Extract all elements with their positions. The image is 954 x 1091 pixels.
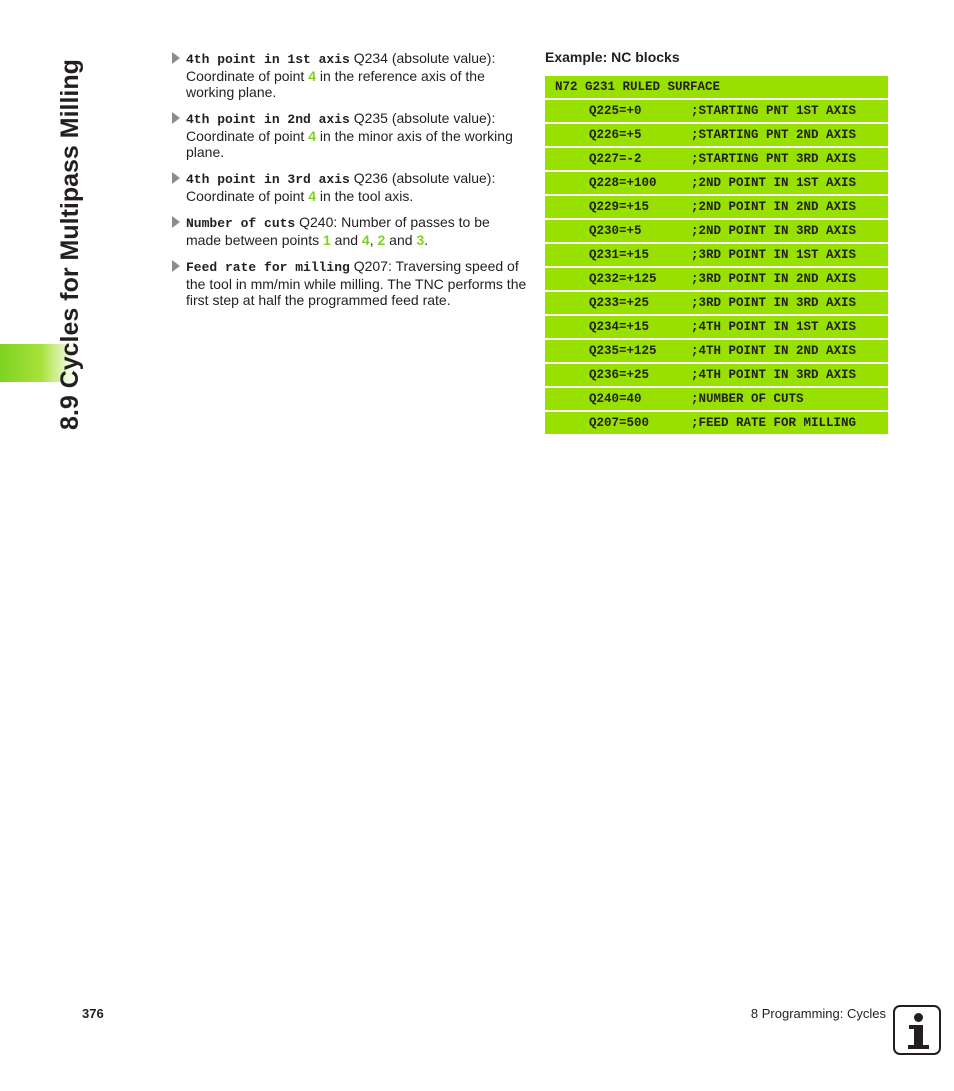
- param-description: Q236 (absolute value): Coordinate of point: [186, 170, 496, 204]
- nc-code-block: [545, 76, 888, 436]
- nc-param: Q229=+15: [589, 200, 650, 214]
- nc-header-text: N72 G231 RULED SURFACE: [555, 80, 721, 94]
- nc-comment: ;3RD POINT IN 3RD AXIS: [691, 296, 857, 310]
- info-icon-stem: [914, 1025, 923, 1047]
- nc-row: [545, 364, 888, 386]
- chapter-section-title: 8.9 Cycles for Multipass Milling: [56, 59, 84, 430]
- nc-param: Q235=+125: [589, 344, 657, 358]
- param-description: Q207: Traversing speed of the tool in mm/min while milling. The TNC performs the first step at half the programmed feed rate.: [186, 258, 527, 308]
- param-name: 4th point in 2nd axis: [186, 112, 350, 127]
- nc-comment: ;STARTING PNT 1ST AXIS: [691, 104, 857, 118]
- nc-row: [545, 148, 888, 170]
- bullet-arrow-icon: [172, 172, 180, 184]
- nc-param: Q225=+0: [589, 104, 642, 118]
- bullet-arrow-icon: [172, 52, 180, 64]
- nc-comment: ;2ND POINT IN 1ST AXIS: [691, 176, 857, 190]
- param-description-end: in the tool axis.: [316, 188, 414, 204]
- nc-param: Q240=40: [589, 392, 642, 406]
- page-number: 376: [82, 1006, 104, 1021]
- bullet-arrow-icon: [172, 112, 180, 124]
- text-fragment: ,: [369, 232, 378, 248]
- nc-row: [545, 316, 888, 338]
- param-name: 4th point in 3rd axis: [186, 172, 350, 187]
- param-description: Q234 (absolute value): Coordinate of point: [186, 50, 496, 84]
- nc-comment: ;STARTING PNT 2ND AXIS: [691, 128, 857, 142]
- point-number: 2: [377, 232, 386, 248]
- nc-comment: ;4TH POINT IN 2ND AXIS: [691, 344, 857, 358]
- nc-comment: ;STARTING PNT 3RD AXIS: [691, 152, 857, 166]
- text-fragment: .: [424, 232, 429, 248]
- info-icon-dot: [914, 1013, 923, 1022]
- info-icon-base: [908, 1045, 929, 1049]
- param-description-end: in the reference axis of the working plane.: [186, 68, 485, 100]
- param-name: Number of cuts: [186, 216, 296, 231]
- text-fragment: and: [330, 232, 362, 248]
- example-title: Example: NC blocks: [545, 49, 680, 65]
- nc-row: [545, 292, 888, 314]
- nc-param: Q234=+15: [589, 320, 650, 334]
- nc-comment: ;NUMBER OF CUTS: [691, 392, 804, 406]
- param-item: [172, 214, 527, 248]
- nc-param: Q228=+100: [589, 176, 657, 190]
- point-number: 4: [308, 188, 316, 204]
- nc-row: [545, 388, 888, 410]
- nc-row: [545, 100, 888, 122]
- nc-row: [545, 172, 888, 194]
- bullet-arrow-icon: [172, 260, 180, 272]
- point-number: 1: [322, 232, 331, 248]
- nc-comment: ;3RD POINT IN 2ND AXIS: [691, 272, 857, 286]
- info-icon: [893, 1005, 941, 1055]
- param-description: Q240: Number of passes to be made between points: [186, 214, 490, 248]
- nc-comment: ;4TH POINT IN 3RD AXIS: [691, 368, 857, 382]
- nc-row: [545, 244, 888, 266]
- param-item: [172, 170, 527, 204]
- nc-block-header: [545, 76, 888, 98]
- nc-comment: ;3RD POINT IN 1ST AXIS: [691, 248, 857, 262]
- chapter-side-tab: [0, 0, 84, 1091]
- nc-row: [545, 220, 888, 242]
- nc-param: Q233=+25: [589, 296, 650, 310]
- param-item: [172, 50, 527, 100]
- param-description-end: in the minor axis of the working plane.: [186, 128, 513, 160]
- point-number: 3: [416, 232, 425, 248]
- bullet-arrow-icon: [172, 216, 180, 228]
- nc-row: [545, 124, 888, 146]
- chapter-footer: 8 Programming: Cycles: [750, 1006, 886, 1021]
- nc-comment: ;2ND POINT IN 2ND AXIS: [691, 200, 857, 214]
- param-name: 4th point in 1st axis: [186, 52, 350, 67]
- nc-row: [545, 268, 888, 290]
- point-number: 4: [361, 232, 370, 248]
- nc-param: Q232=+125: [589, 272, 657, 286]
- nc-param: Q227=-2: [589, 152, 642, 166]
- param-description: Q235 (absolute value): Coordinate of point: [186, 110, 496, 144]
- nc-row: [545, 412, 888, 434]
- param-item: [172, 110, 527, 160]
- nc-row: [545, 196, 888, 218]
- nc-param: Q226=+5: [589, 128, 642, 142]
- nc-comment: ;4TH POINT IN 1ST AXIS: [691, 320, 857, 334]
- param-item: [172, 258, 527, 308]
- parameter-list: [172, 50, 527, 318]
- nc-param: Q230=+5: [589, 224, 642, 238]
- nc-row: [545, 340, 888, 362]
- nc-param: Q236=+25: [589, 368, 650, 382]
- nc-comment: ;2ND POINT IN 3RD AXIS: [691, 224, 857, 238]
- nc-comment: ;FEED RATE FOR MILLING: [691, 416, 857, 430]
- text-fragment: and: [385, 232, 417, 248]
- param-name: Feed rate for milling: [186, 260, 350, 275]
- point-number: 4: [308, 128, 316, 144]
- nc-param: Q231=+15: [589, 248, 650, 262]
- nc-param: Q207=500: [589, 416, 650, 430]
- point-number: 4: [308, 68, 316, 84]
